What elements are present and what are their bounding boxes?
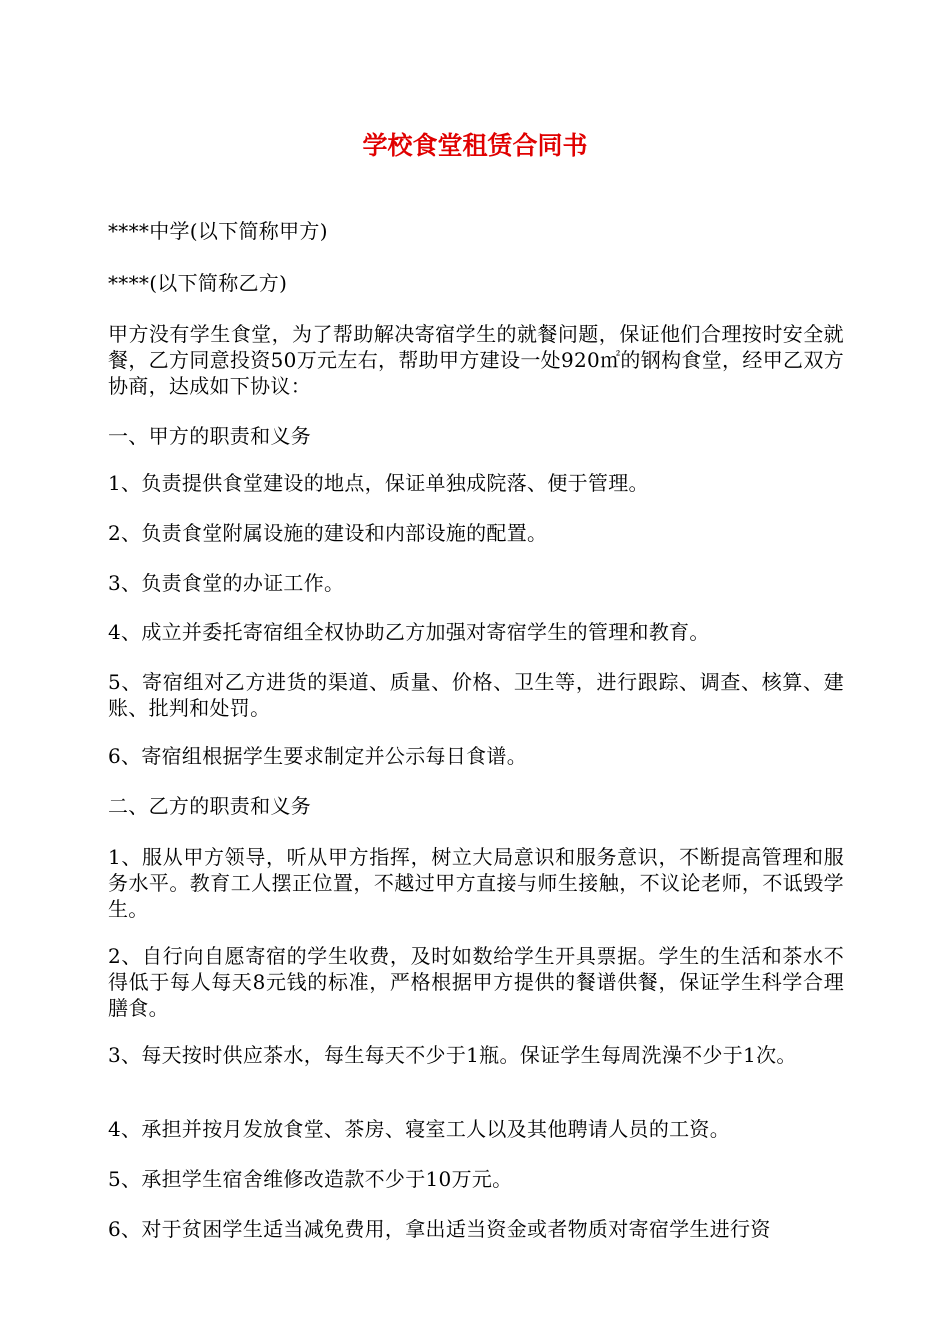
section1-item-5: 5、寄宿组对乙方进货的渠道、质量、价格、卫生等，进行跟踪、调查、核算、建账、批判和处罚。 xyxy=(108,670,844,720)
section1-item-6: 6、寄宿组根据学生要求制定并公示每日食谱。 xyxy=(108,744,528,768)
section2-heading: 二、乙方的职责和义务 xyxy=(108,794,311,818)
party-b-line: ****(以下简称乙方) xyxy=(108,271,288,295)
section1-item-4: 4、成立并委托寄宿组全权协助乙方加强对寄宿学生的管理和教育。 xyxy=(108,620,710,644)
section2-item-4: 4、承担并按月发放食堂、茶房、寝室工人以及其他聘请人员的工资。 xyxy=(108,1117,731,1141)
intro-paragraph: 甲方没有学生食堂，为了帮助解决寄宿学生的就餐问题，保证他们合理按时安全就餐，乙方同意投资50万元左右，帮助甲方建设一处920㎡的钢构食堂，经甲乙双方协商，达成如下协议： xyxy=(108,322,844,398)
section1-item-1: 1、负责提供食堂建设的地点，保证单独成院落、便于管理。 xyxy=(108,471,649,495)
section2-item-3: 3、每天按时供应茶水，每生每天不少于1瓶。保证学生每周洗澡不少于1次。 xyxy=(108,1043,797,1067)
section2-item-5: 5、承担学生宿舍维修改造款不少于10万元。 xyxy=(108,1167,513,1191)
section2-item-1: 1、服从甲方领导，听从甲方指挥，树立大局意识和服务意识，不断提高管理和服务水平。教育工人摆正位置，不越过甲方直接与师生接触，不议论老师，不诋毁学生。 xyxy=(108,845,844,921)
section2-item-6: 6、对于贫困学生适当减免费用，拿出适当资金或者物质对寄宿学生进行资 xyxy=(108,1217,771,1241)
document-title: 学校食堂租赁合同书 xyxy=(362,131,588,160)
section1-heading: 一、甲方的职责和义务 xyxy=(108,424,311,448)
section2-item-2: 2、自行向自愿寄宿的学生收费，及时如数给学生开具票据。学生的生活和茶水不得低于每人每天8元钱的标准，严格根据甲方提供的餐谱供餐，保证学生科学合理膳食。 xyxy=(108,944,844,1020)
party-a-line: ****中学(以下简称甲方) xyxy=(108,219,328,243)
section1-item-2: 2、负责食堂附属设施的建设和内部设施的配置。 xyxy=(108,521,548,545)
section1-item-3: 3、负责食堂的办证工作。 xyxy=(108,571,345,595)
